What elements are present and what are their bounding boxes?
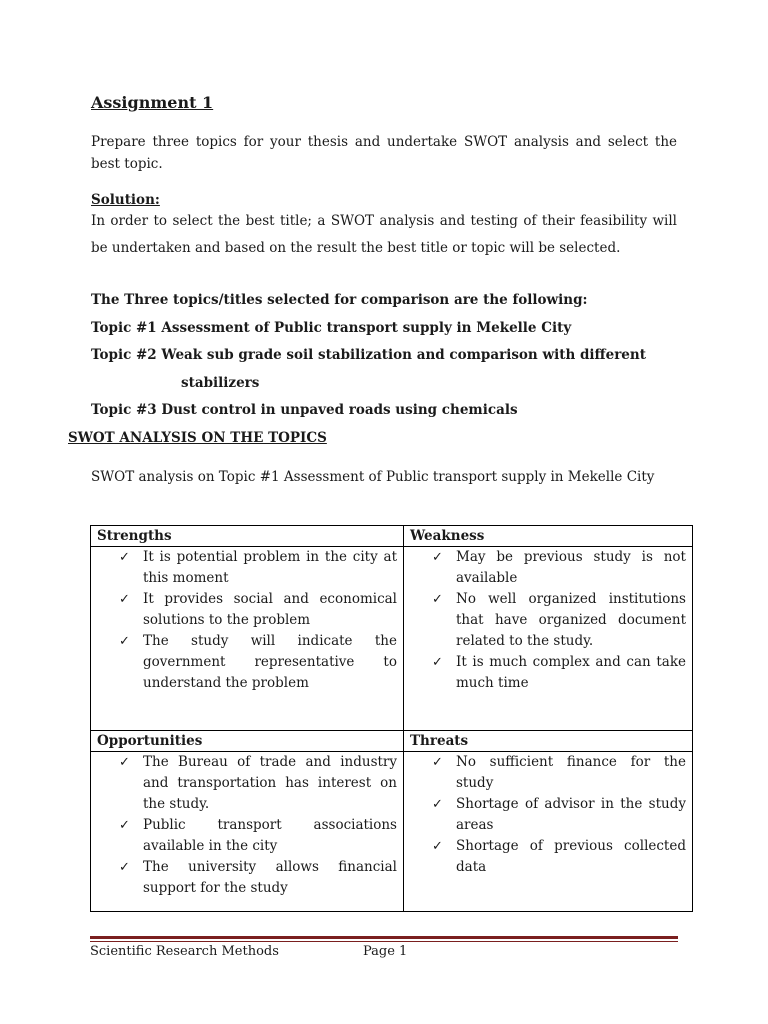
list-item: ✓ The study will indicate the government representative to understand the problem [119,633,397,691]
footer-course-title: Scientific Research Methods [90,944,279,959]
topic-1: Topic #1 Assessment of Public transport supply in Mekelle City [91,320,572,336]
solution-block [91,189,677,262]
check-icon: ✓ [119,592,130,607]
list-item: ✓ No sufficient finance for the study [432,754,686,791]
check-icon: ✓ [432,797,443,812]
strengths-cell [91,547,404,731]
check-icon: ✓ [432,550,443,565]
check-icon: ✓ [432,655,443,670]
swot-intro: SWOT analysis on Topic #1 Assessment of Public transport supply in Mekelle City [91,469,655,485]
check-icon: ✓ [119,634,130,649]
list-item: ✓ May be previous study is not available [432,549,686,586]
opportunities-list [91,752,397,899]
list-item: ✓ It is much complex and can take much time [432,654,686,691]
list-item: ✓ The university allows financial support for the study [119,859,397,896]
list-item: ✓ No well organized institutions that have organized document related to the study. [432,591,686,649]
weakness-cell [404,547,693,731]
check-icon: ✓ [432,592,443,607]
swot-section-heading: SWOT ANALYSIS ON THE TOPICS [68,430,327,446]
opportunities-cell [91,752,404,912]
swot-header-row [91,526,693,547]
swot-header-row [91,731,693,752]
check-icon: ✓ [119,755,130,770]
check-icon: ✓ [119,860,130,875]
page-title: Assignment 1 [91,93,214,112]
threats-list [404,752,686,878]
weakness-header: Weakness [404,526,693,547]
check-icon: ✓ [119,550,130,565]
list-item: ✓ Shortage of advisor in the study areas [432,796,686,833]
threats-cell [404,752,693,912]
strengths-header: Strengths [91,526,404,547]
strengths-list [91,547,397,694]
topics-intro: The Three topics/titles selected for comparison are the following: [91,292,588,308]
list-item: ✓ It provides social and economical solutions to the problem [119,591,397,628]
assignment-instructions: Prepare three topics for your thesis and undertake SWOT analysis and select the best topic. [91,134,677,172]
solution-text: In order to select the best title; a SWOT analysis and testing of their feasibility will be undertaken and based on the result the best title or topic will be selected. [91,213,677,256]
footer-page-number: Page 1 [363,944,408,959]
swot-body-row [91,547,693,731]
list-item: ✓ The Bureau of trade and industry and transportation has interest on the study. [119,754,397,812]
weakness-list [404,547,686,694]
check-icon: ✓ [119,818,130,833]
opportunities-header: Opportunities [91,731,404,752]
check-icon: ✓ [432,839,443,854]
swot-table [90,525,693,912]
check-icon: ✓ [432,755,443,770]
swot-body-row [91,752,693,912]
solution-label: Solution: [91,192,160,208]
topic-3: Topic #3 Dust control in unpaved roads using chemicals [91,402,518,418]
list-item: ✓ Public transport associations available in the city [119,817,397,854]
topic-2: Topic #2 Weak sub grade soil stabilization and comparison with different [91,347,646,363]
list-item: ✓ Shortage of previous collected data [432,838,686,875]
footer-divider-thick [90,936,678,939]
list-item: ✓ It is potential problem in the city at this moment [119,549,397,586]
footer-divider-thin [90,941,678,942]
threats-header: Threats [404,731,693,752]
topic-2-continued: stabilizers [181,375,260,391]
